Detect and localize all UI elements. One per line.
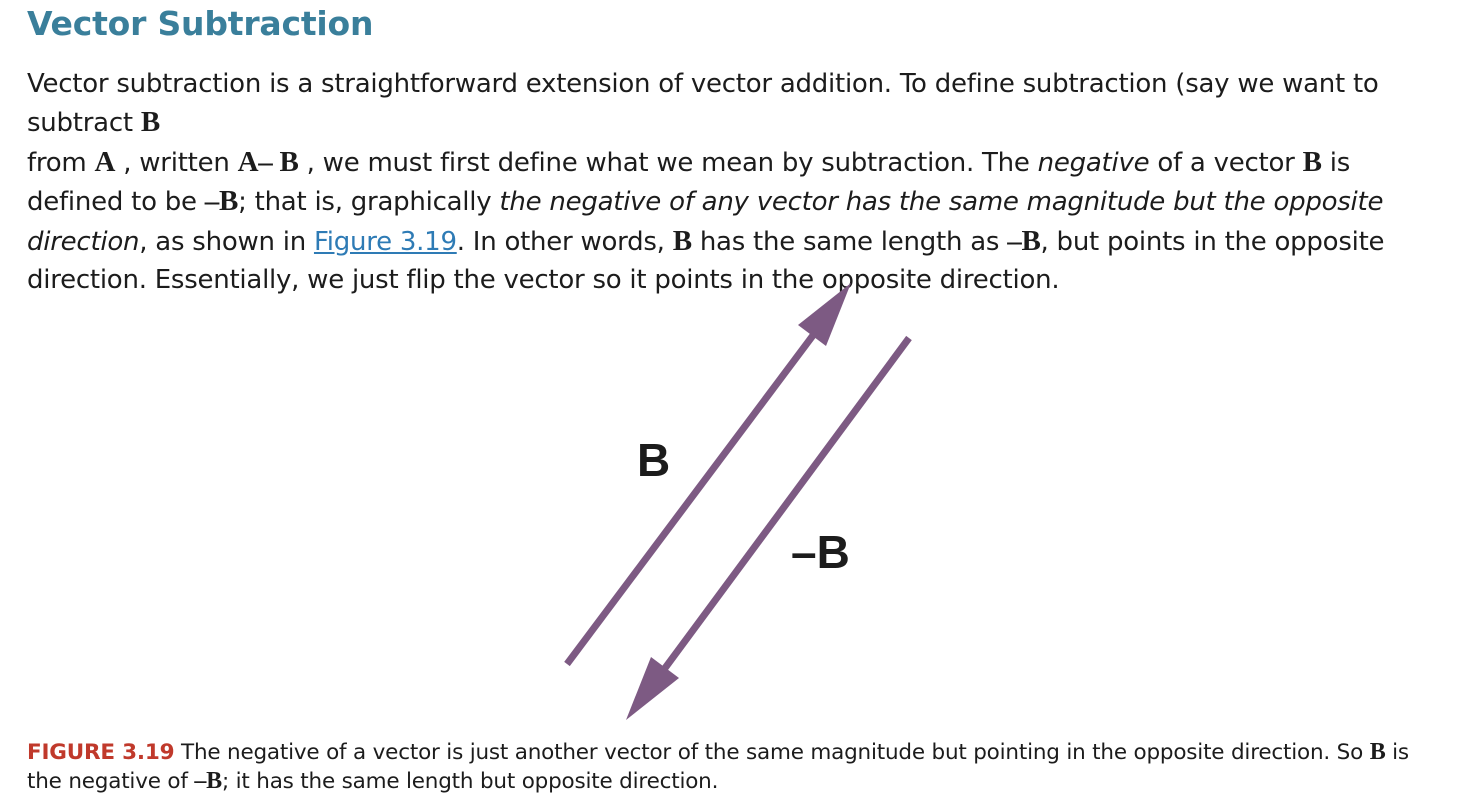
vector-symbol-b: B (1302, 145, 1322, 178)
vector-neg-b-arrowhead (626, 657, 679, 720)
caption-text: ; it has the same length but opposite direction. (221, 769, 719, 794)
text-segment: is defined to be (27, 147, 1351, 218)
vector-b-arrowhead (798, 283, 851, 346)
text-segment: Vector subtraction is a straightforward extension of vector addition. To define subtraction (say we want to subtract (27, 69, 1379, 139)
figure-number: FIGURE 3.19 (27, 740, 175, 765)
vector-neg-b-shaft (654, 338, 909, 683)
vector-symbol-neg-b: –B (1007, 224, 1041, 257)
vector-symbol-a: A (94, 145, 116, 178)
text-segment: of a vector (1149, 147, 1303, 178)
caption-text: is the negative of (27, 740, 1409, 794)
figure-caption (27, 738, 1447, 796)
vector-symbol-b: B (140, 106, 160, 139)
vector-symbol-neg-b: –B (194, 768, 222, 794)
section-title: Vector Subtraction (27, 4, 374, 43)
emphasis-negative: negative (1037, 147, 1150, 178)
text-segment: ; that is, graphically (238, 187, 500, 218)
figure-link[interactable]: Figure 3.19 (313, 226, 457, 257)
text-segment: from (27, 147, 95, 178)
text-segment: , but points in the opposite direction. Essentially, we just flip the vector so it points in the opposite direction. (27, 226, 1385, 296)
vector-symbol-b: B (672, 224, 692, 257)
vector-neg-b-label: –B (791, 526, 850, 578)
caption-text: The negative of a vector is just another vector of the same magnitude but pointing in the opposite direction. So (174, 740, 1370, 765)
text-segment: , as shown in (139, 226, 314, 257)
body-paragraph (27, 65, 1452, 299)
vector-figure (540, 270, 940, 730)
text-segment: , written (115, 147, 238, 178)
vector-b-shaft (567, 318, 826, 664)
vector-symbol-b: B (1369, 739, 1386, 765)
vector-symbol-neg-b: –B (204, 185, 239, 218)
emphasis-statement: the negative of any vector has the same magnitude but the opposite direction (27, 187, 1384, 257)
text-segment: , we must first define what we mean by subtraction. The (298, 147, 1038, 178)
text-segment: has the same length as (691, 226, 1008, 257)
expression-a-minus-b: A– B (237, 145, 299, 178)
vector-b-label: B (637, 434, 671, 486)
text-segment: . In other words, (456, 226, 673, 257)
